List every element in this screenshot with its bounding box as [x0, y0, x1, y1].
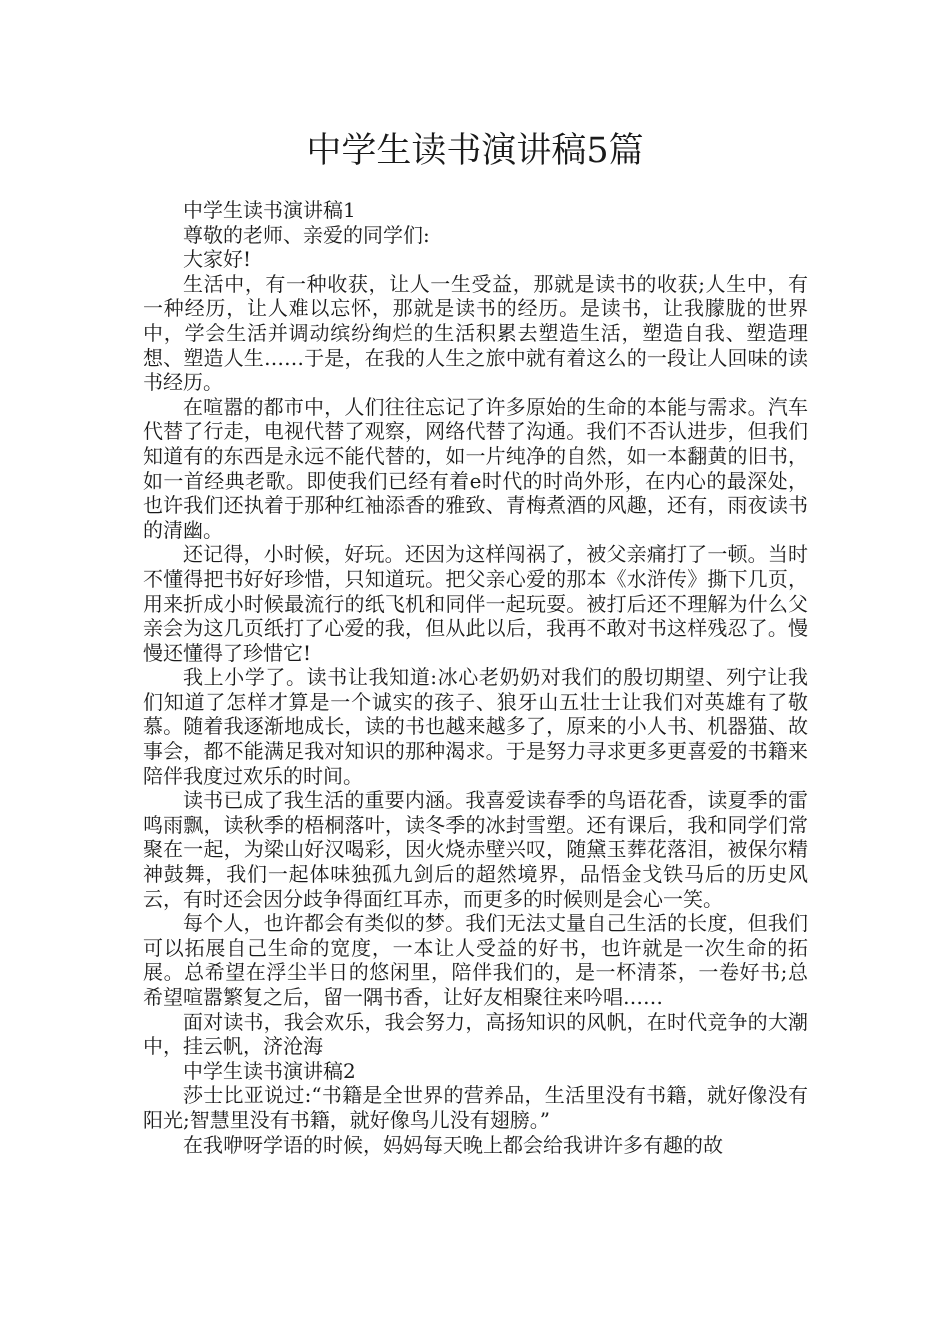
paragraph: 莎士比亚说过:“书籍是全世界的营养品，生活里没有书籍，就好像没有阳光;智慧里没有书籍，就好像鸟儿没有翅膀。” [143, 1083, 808, 1132]
greeting: 大家好! [183, 247, 252, 272]
document-title: 中学生读书演讲稿5篇 [306, 131, 644, 171]
section-heading: 中学生读书演讲稿1 [183, 198, 356, 222]
document-body [143, 198, 808, 1157]
paragraph: 在我咿呀学语的时候，妈妈每天晚上都会给我讲许多有趣的故 [183, 1132, 723, 1157]
paragraph: 我上小学了。读书让我知道:冰心老奶奶对我们的殷切期望、列宁让我们知道了怎样才算是一个诚实的孩子、狼牙山五壮士让我们对英雄有了敬慕。随着我逐渐地成长，读的书也越来越多了，原来的小人书、机器猫、故事会，都不能满足我对知识的那种渴求。于是努力寻求更多更喜爱的书籍来陪伴我度过欢乐的时间。 [143, 665, 808, 788]
paragraph: 还记得，小时候，好玩。还因为这样闯祸了，被父亲痛打了一顿。当时不懂得把书好好珍惜，只知道玩。把父亲心爱的那本《水浒传》撕下几页，用来折成小时候最流行的纸飞机和同伴一起玩耍。被打后还不理解为什么父亲会为这几页纸打了心爱的我，但从此以后，我再不敢对书这样残忍了。慢慢还懂得了珍惜它! [143, 542, 808, 665]
salutation: 尊敬的老师、亲爱的同学们: [183, 222, 430, 247]
paragraph: 生活中，有一种收获，让人一生受益，那就是读书的收获;人生中，有一种经历，让人难以忘怀，那就是读书的经历。是读书，让我朦胧的世界中，学会生活并调动缤纷绚烂的生活积累去塑造生活，塑造自我、塑造理想、塑造人生……于是，在我的人生之旅中就有着这么的一段让人回味的读书经历。 [143, 271, 808, 395]
paragraph: 在喧嚣的都市中，人们往往忘记了许多原始的生命的本能与需求。汽车代替了行走，电视代替了观察，网络代替了沟通。我们不否认进步，但我们知道有的东西是永远不能代替的，如一片纯净的自然，如一本翻黄的旧书，如一首经典老歌。即使我们已经有着e时代的时尚外形，在内心的最深处，也许我们还执着于那种红袖添香的雅致、青梅煮酒的风趣，还有，雨夜读书的清幽。 [143, 394, 808, 542]
paragraph: 每个人，也许都会有类似的梦。我们无法丈量自己生活的长度，但我们可以拓展自己生命的宽度，一本让人受益的好书，也许就是一次生命的拓展。总希望在浮尘半日的悠闲里，陪伴我们的，是一杯清茶，一卷好书;总希望喧嚣繁复之后，留一隅书香，让好友相聚往来吟唱…… [143, 911, 808, 1009]
paragraph: 读书已成了我生活的重要内涵。我喜爱读春季的鸟语花香，读夏季的雷鸣雨飘，读秋季的梧桐落叶，读冬季的冰封雪塑。还有课后，我和同学们常聚在一起，为梁山好汉喝彩，因火烧赤壁兴叹，随黛玉葬花落泪，被保尔精神鼓舞，我们一起体味独孤九剑后的超然境界，品悟金戈铁马后的历史风云，有时还会因分歧争得面红耳赤，而更多的时候则是会心一笑。 [143, 788, 808, 911]
section-heading: 中学生读书演讲稿2 [183, 1058, 356, 1083]
paragraph: 面对读书，我会欢乐，我会努力，高扬知识的风帆，在时代竞争的大潮中，挂云帆，济沧海 [143, 1009, 808, 1059]
